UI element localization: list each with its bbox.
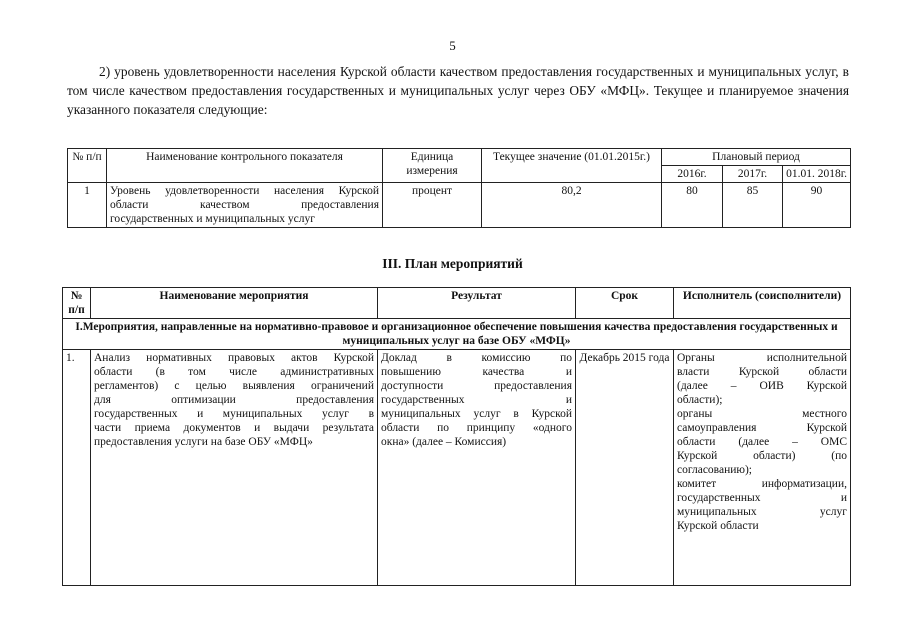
row-value-2018: 90 <box>783 183 851 228</box>
row-num: 1 <box>68 183 107 228</box>
plan-header-term: Срок <box>576 288 674 319</box>
executor-line: власти Курской области <box>677 366 847 378</box>
name-line: государственных и муниципальных услуг в <box>94 408 374 420</box>
plan-section-row: I.Мероприятия, направленные на нормативно-правовое и организационное обеспечение повышения качества предоставления государственных и муниципальных услуг на базе ОБУ «МФЦ» <box>63 319 851 350</box>
intro-paragraph: 2) уровень удовлетворенности населения Курской области качеством предоставления государственных и муниципальных услуг, в том числе качеством предоставления государственных и муниципальных услуг через ОБУ «МФЦ». Текущее и планируемое значения указанного показателя следующие: <box>67 64 849 117</box>
executor-line: самоуправления Курской <box>677 422 847 434</box>
plan-header-result: Результат <box>378 288 576 319</box>
result-line: повышению качества и <box>381 366 572 378</box>
name-line: Анализ нормативных правовых актов Курской <box>94 352 374 364</box>
plan-row-num: 1. <box>63 350 91 586</box>
header-planned-period: Плановый период <box>662 149 851 166</box>
executor-line: муниципальных услуг <box>677 506 847 518</box>
name-line: области (в том числе административных <box>94 366 374 378</box>
header-num: № п/п <box>68 149 107 183</box>
plan-header-num: № п/п <box>63 288 91 319</box>
plan-header-name: Наименование мероприятия <box>91 288 378 319</box>
row-value-2016: 80 <box>662 183 723 228</box>
header-year-2016: 2016г. <box>662 166 723 183</box>
executor-line: области); <box>677 394 723 406</box>
plan-table <box>62 287 851 586</box>
executor-line: согласованию); <box>677 464 752 476</box>
header-indicator-name: Наименование контрольного показателя <box>107 149 383 183</box>
name-line: предоставления услуги на базе ОБУ «МФЦ» <box>94 436 313 448</box>
name-line: государственных и муниципальных услуг <box>110 213 315 225</box>
table-row <box>68 183 851 228</box>
indicator-table <box>67 148 851 228</box>
row-current-value: 80,2 <box>482 183 662 228</box>
row-unit: процент <box>383 183 482 228</box>
name-line: регламентов) с целью выявления ограничений <box>94 380 374 392</box>
executor-line: Органы исполнительной <box>677 352 847 364</box>
name-line: части приема документов и выдачи результата <box>94 422 374 434</box>
executor-line: (далее – ОИВ Курской <box>677 380 847 392</box>
name-line: для оптимизации предоставления <box>94 394 374 406</box>
row-value-2017: 85 <box>723 183 783 228</box>
executor-line: области (далее – ОМС <box>677 436 847 448</box>
result-line: доступности предоставления <box>381 380 572 392</box>
executor-line: государственных и <box>677 492 847 504</box>
table-row <box>63 350 851 586</box>
result-line: муниципальных услуг в Курской <box>381 408 572 420</box>
plan-row-result <box>378 350 576 586</box>
name-line: области качеством предоставления <box>110 199 379 211</box>
executor-line: Курской области) (по <box>677 450 847 462</box>
row-indicator-name <box>107 183 383 228</box>
plan-row-term: Декабрь 2015 года <box>576 350 674 586</box>
plan-header-executor: Исполнитель (соисполнители) <box>674 288 851 319</box>
plan-row-executor <box>674 350 851 586</box>
header-unit: Единица измерения <box>383 149 482 183</box>
name-line: Уровень удовлетворенности населения Курской <box>110 185 379 197</box>
result-line: окна» (далее – Комиссия) <box>381 436 507 448</box>
header-year-2017: 2017г. <box>723 166 783 183</box>
header-current-value: Текущее значение (01.01.2015г.) <box>482 149 662 183</box>
executor-line: органы местного <box>677 408 847 420</box>
result-line: области по принципу «одного <box>381 422 572 434</box>
page-number: 5 <box>449 38 456 53</box>
executor-line: комитет информатизации, <box>677 478 847 490</box>
header-year-2018: 01.01. 2018г. <box>783 166 851 183</box>
plan-row-name <box>91 350 378 586</box>
result-line: Доклад в комиссию по <box>381 352 572 364</box>
executor-line: Курской области <box>677 520 759 532</box>
section-title: III. План мероприятий <box>382 256 523 271</box>
result-line: государственных и <box>381 394 572 406</box>
